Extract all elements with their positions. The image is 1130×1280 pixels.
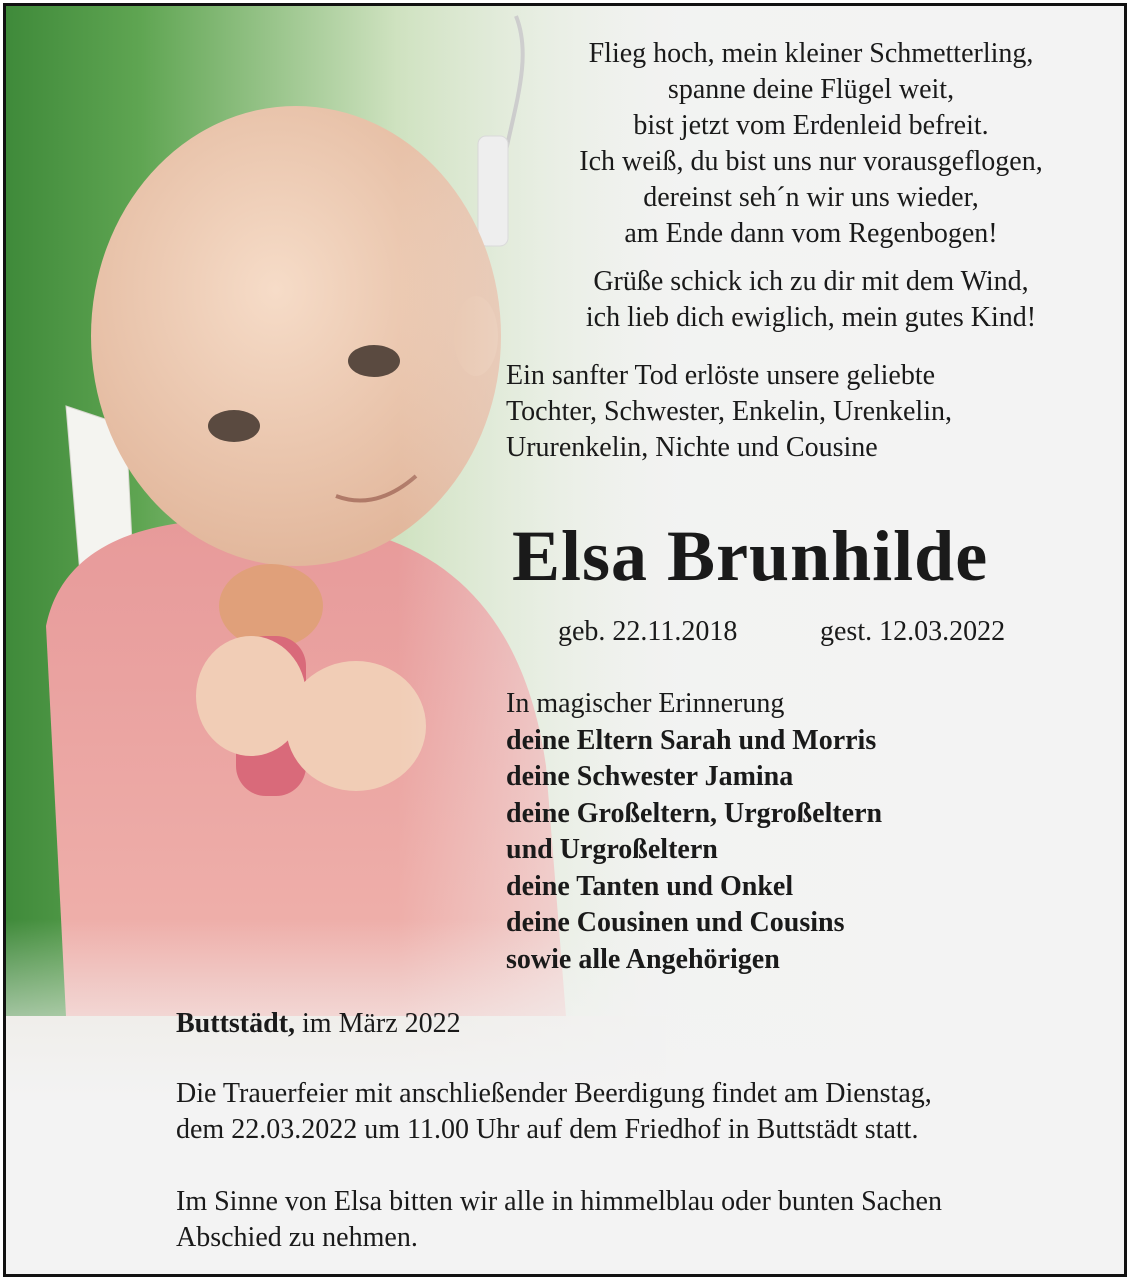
mourner-entry: deine Tanten und Onkel [506,870,794,902]
poem-line: Flieg hoch, mein kleiner Schmetterling, [588,38,1034,69]
intro-text [506,358,952,466]
mourner-entry: deine Cousinen und Cousins [506,907,845,938]
funeral-line: Die Trauerfeier mit anschließender Beerdigung findet am Dienstag, [176,1078,932,1109]
place-date: im März 2022 [302,1008,461,1039]
obituary-notice [3,3,1127,1277]
mourners-list [506,686,882,978]
dress-wish [176,1184,942,1256]
poem-stanza-2 [526,264,1096,336]
mourners-heading: In magischer Erinnerung [506,688,785,719]
poem-line: spanne deine Flügel weit, [667,74,955,105]
death-date: gest. 12.03.2022 [820,616,1006,647]
mourner-entry: deine Großeltern, Urgroßeltern [506,797,883,829]
mourner-entry: deine Eltern Sarah und Morris [506,724,877,756]
place-town: Buttstädt, [176,1008,296,1039]
deceased-name: Elsa Brunhilde [512,516,989,596]
place-and-date [176,1008,461,1040]
funeral-info [176,1076,932,1148]
birth-date: geb. 22.11.2018 [558,616,738,647]
poem-line: Ich weiß, du bist uns nur vorausgeflogen, [579,146,1043,177]
poem-line: ich lieb dich ewiglich, mein gutes Kind! [585,302,1037,333]
wish-line: Abschied zu nehmen. [176,1222,418,1253]
funeral-line: dem 22.03.2022 um 11.00 Uhr auf dem Friedhof in Buttstädt statt. [176,1114,919,1145]
poem-line: dereinst seh´n wir uns wieder, [643,182,979,213]
intro-line: Tochter, Schwester, Enkelin, Urenkelin, [506,396,952,427]
poem-line: am Ende dann vom Regenbogen! [624,218,998,249]
mourner-entry: und Urgroßeltern [506,834,718,865]
mourner-entry: sowie alle Angehörigen [506,943,780,975]
mourner-entry: deine Schwester Jamina [506,761,794,792]
intro-line: Ururenkelin, Nichte und Cousine [506,432,878,463]
wish-line: Im Sinne von Elsa bitten wir alle in himmelblau oder bunten Sachen [176,1186,942,1217]
poem-line: bist jetzt vom Erdenleid befreit. [633,110,989,141]
poem-line: Grüße schick ich zu dir mit dem Wind, [593,266,1029,297]
poem-stanza-1 [526,36,1096,252]
intro-line: Ein sanfter Tod erlöste unsere geliebte [506,360,936,391]
